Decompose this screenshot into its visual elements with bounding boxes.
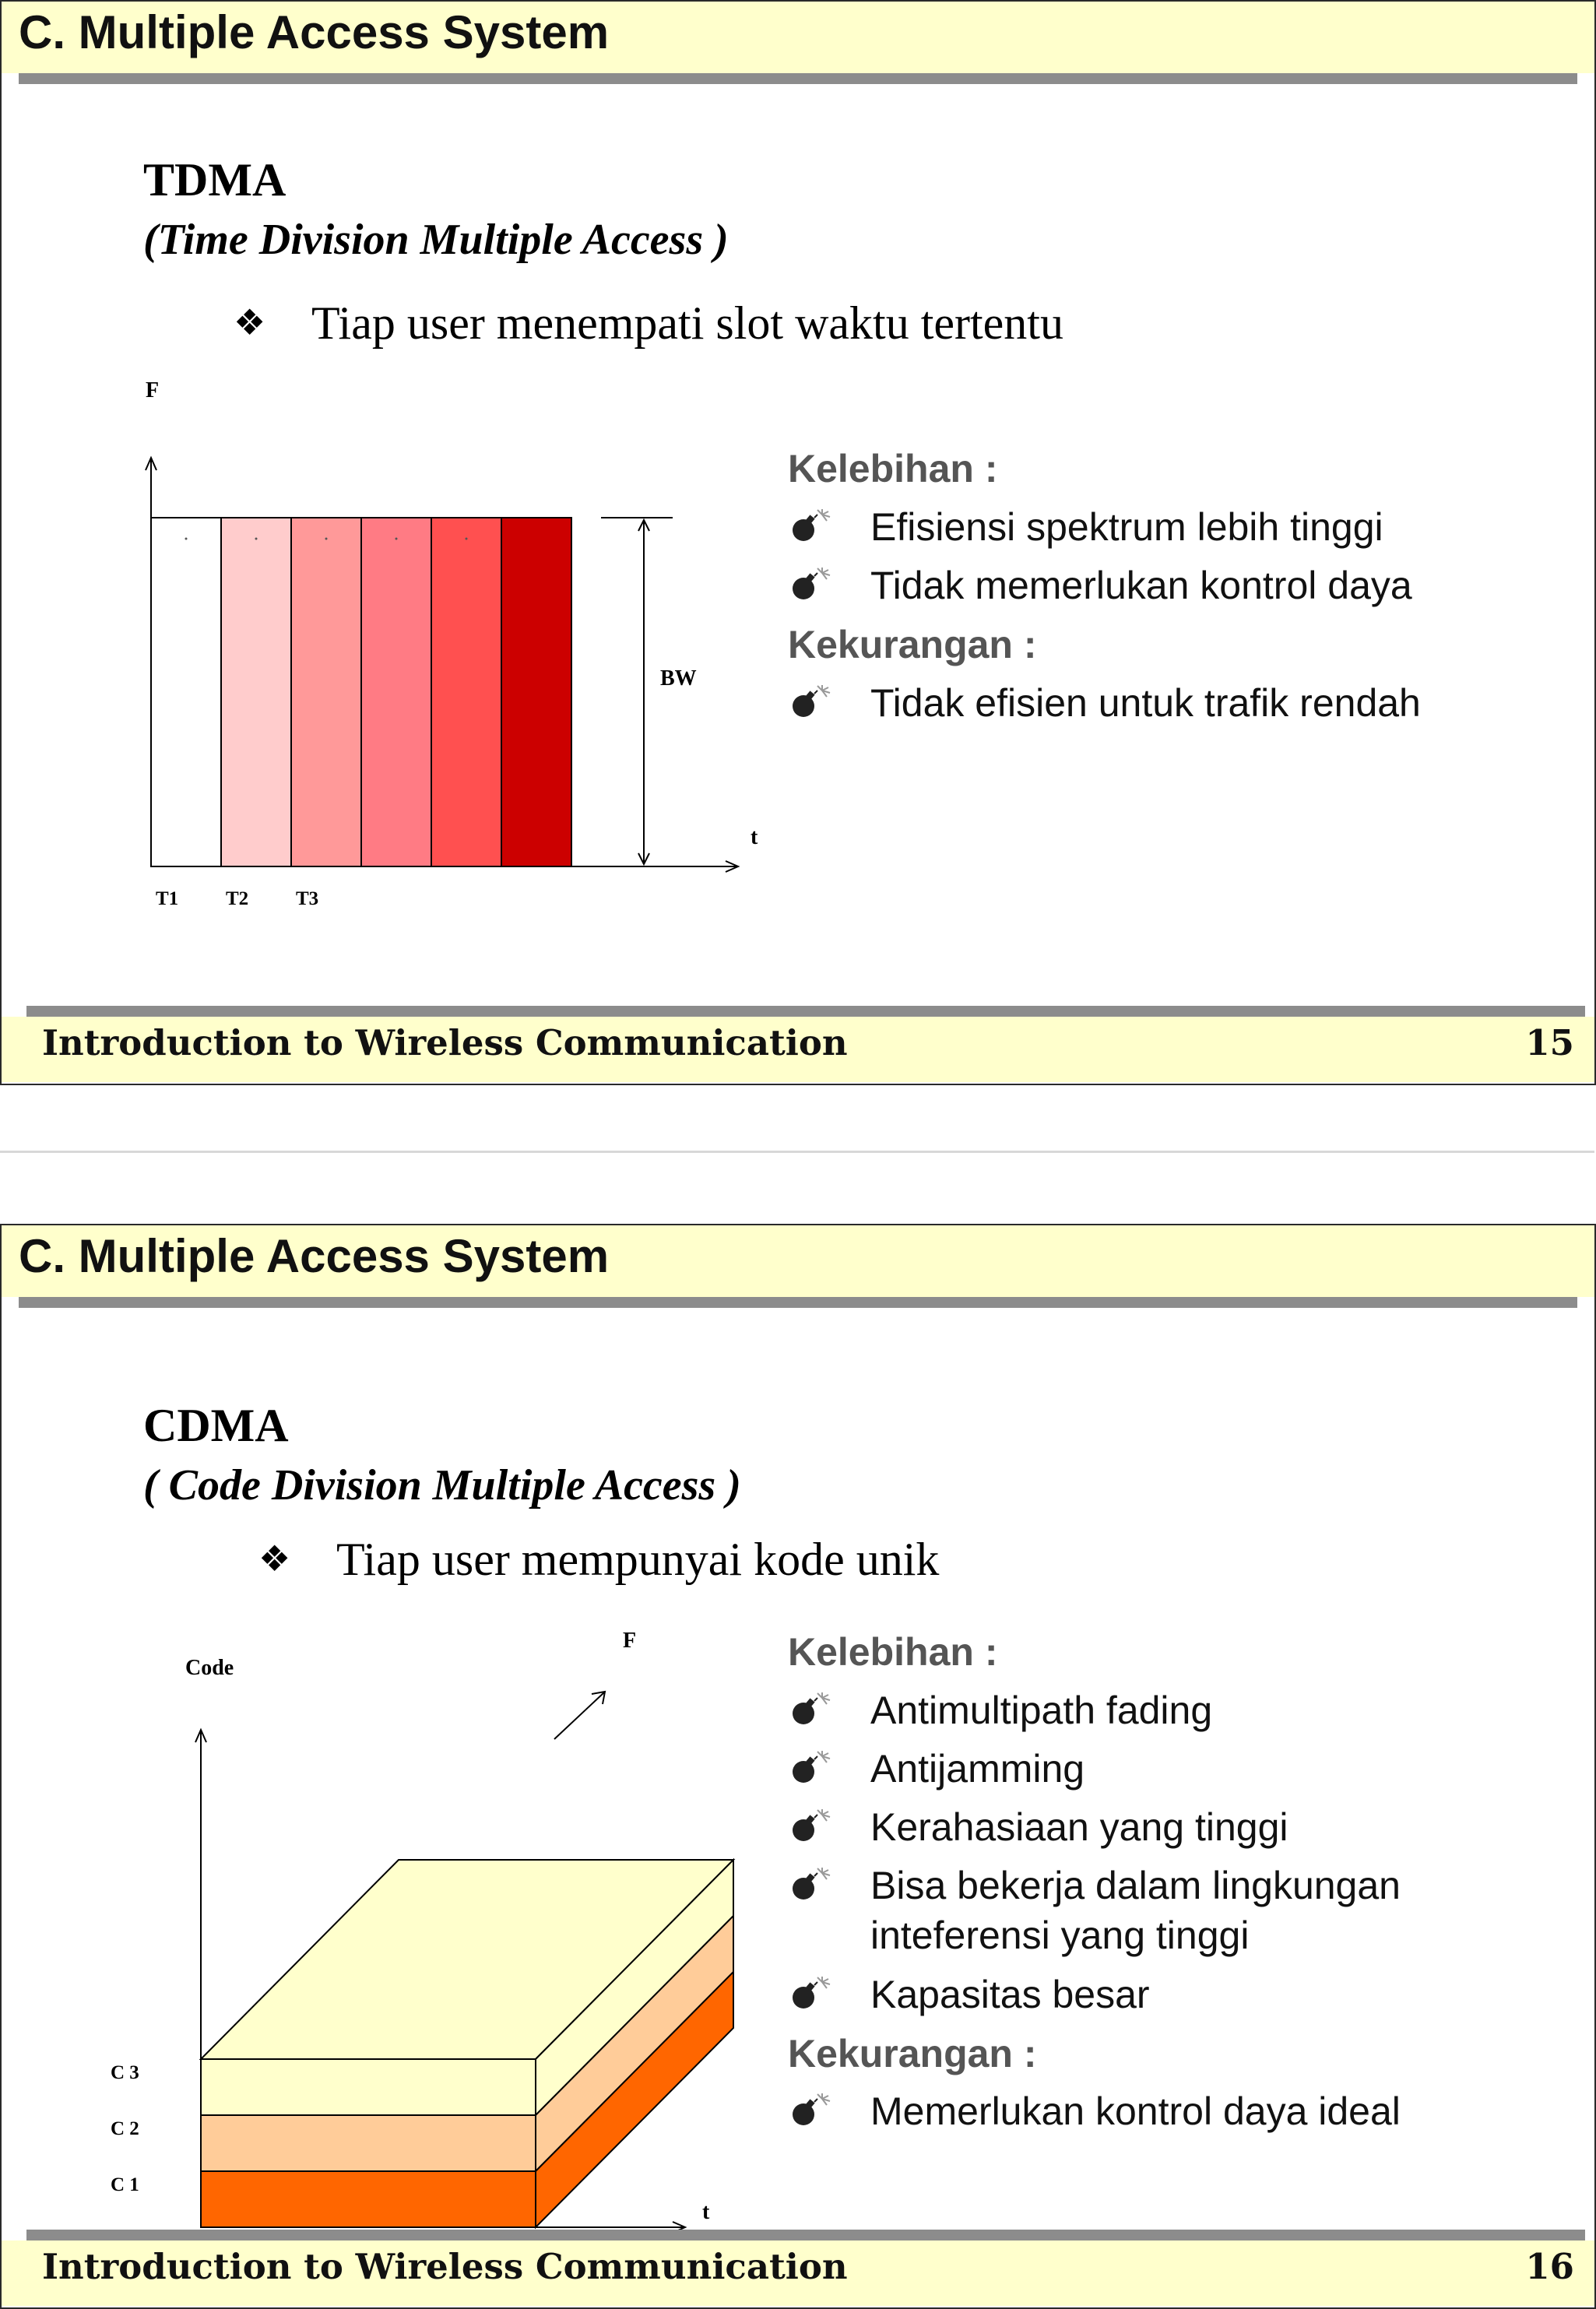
disadvantages-title: Kekurangan : [788, 2032, 1037, 2075]
footer-title: Introduction to Wireless Communication [42, 1022, 848, 1063]
main-bullet-text: Tiap user menempati slot waktu tertentu [311, 297, 1063, 349]
slot-label-t3: T3 [296, 888, 319, 909]
technique-name: CDMA [143, 1400, 289, 1451]
bomb-bullet-icon [788, 1976, 835, 2012]
layer-c1-front [201, 2171, 536, 2227]
f-axis [554, 1692, 604, 1739]
slot-label-t1: T1 [156, 888, 179, 909]
f-axis-label: F [146, 378, 160, 402]
bomb-bullet-icon [788, 1867, 835, 1903]
t-axis-label: t [751, 825, 758, 849]
slide-16: C. Multiple Access System CDMA ( Code Division Multiple Access ) ❖ Tiap user mempunyai kode unik Code F t C 3 C 2 C 1 Kelebihan : Antimultipath fading Antijamming Kerahasiaan yang tinggi Bisa bekerja dalam lingkungan inteferensi yang tinggi Kapasitas besar Kekurangan : Memerlukan kontrol daya ideal Introduction to Wireless Communication 16 [0, 1224, 1596, 2309]
bw-label: BW [660, 666, 697, 691]
slide-15: C. Multiple Access System TDMA (Time Division Multiple Access ) ❖ Tiap user menempati slot waktu tertentu F t BW T1 T2 T3 Kelebihan : Efisiensi spektrum lebih tinggi Tidak memerlukan kontrol daya Kekurangan : Tidak efisien untuk trafik rendah Introduction to Wireless Communication 15 [0, 0, 1596, 1085]
footer-divider [26, 1006, 1585, 1017]
slot-label-t2: T2 [226, 888, 249, 909]
page-number: 16 [1525, 2246, 1574, 2287]
bomb-bullet-icon [788, 567, 835, 603]
layer-c2-front [201, 2115, 536, 2171]
technique-name: TDMA [143, 154, 287, 206]
bomb-bullet-icon [788, 684, 835, 720]
diamond-bullet-icon: ❖ [258, 1539, 291, 1579]
t-axis-label: t [702, 2200, 710, 2224]
diamond-bullet-icon: ❖ [234, 303, 266, 343]
footer-title: Introduction to Wireless Communication [42, 2246, 848, 2287]
main-bullet [234, 296, 1063, 350]
header-divider [19, 73, 1577, 84]
page-separator [0, 1151, 1594, 1153]
slide-header [2, 1225, 1594, 1297]
f-axis-label: F [623, 1629, 637, 1653]
layer-label-c3: C 3 [111, 2062, 139, 2083]
tdma-diagram [118, 367, 765, 928]
slot-5 [431, 518, 501, 866]
page-number: 15 [1525, 1022, 1574, 1063]
slot-4 [361, 518, 431, 866]
bomb-bullet-icon [788, 508, 835, 544]
technique-expansion: ( Code Division Multiple Access ) [143, 1461, 741, 1509]
disadvantages-title: Kekurangan : [788, 623, 1037, 666]
bomb-bullet-icon [788, 1692, 835, 1727]
bomb-bullet-icon [788, 1808, 835, 1844]
main-bullet [258, 1532, 939, 1587]
slide-header [2, 2, 1594, 73]
slide-footer [2, 1017, 1594, 1082]
technique-expansion: (Time Division Multiple Access ) [143, 216, 729, 264]
bomb-bullet-icon [788, 1750, 835, 1786]
layer-label-c2: C 2 [111, 2118, 139, 2139]
advantages-title: Kelebihan : [788, 1630, 998, 1674]
slot-2 [221, 518, 291, 866]
layer-c3-front [201, 2059, 536, 2115]
cdma-diagram [79, 1607, 765, 2224]
main-bullet-text: Tiap user mempunyai kode unik [336, 1534, 940, 1585]
advantages-title: Kelebihan : [788, 447, 998, 490]
layer-label-c1: C 1 [111, 2174, 139, 2195]
slot-6 [501, 518, 571, 866]
slot-1 [151, 518, 221, 866]
slide-title: C. Multiple Access System [19, 1230, 610, 1282]
header-divider [19, 1297, 1577, 1308]
bomb-bullet-icon [788, 2093, 835, 2128]
footer-divider [26, 2230, 1585, 2240]
slot-3 [291, 518, 361, 866]
slide-footer [2, 2240, 1594, 2306]
slide-title: C. Multiple Access System [19, 6, 610, 58]
code-axis-label: Code [185, 1656, 234, 1680]
